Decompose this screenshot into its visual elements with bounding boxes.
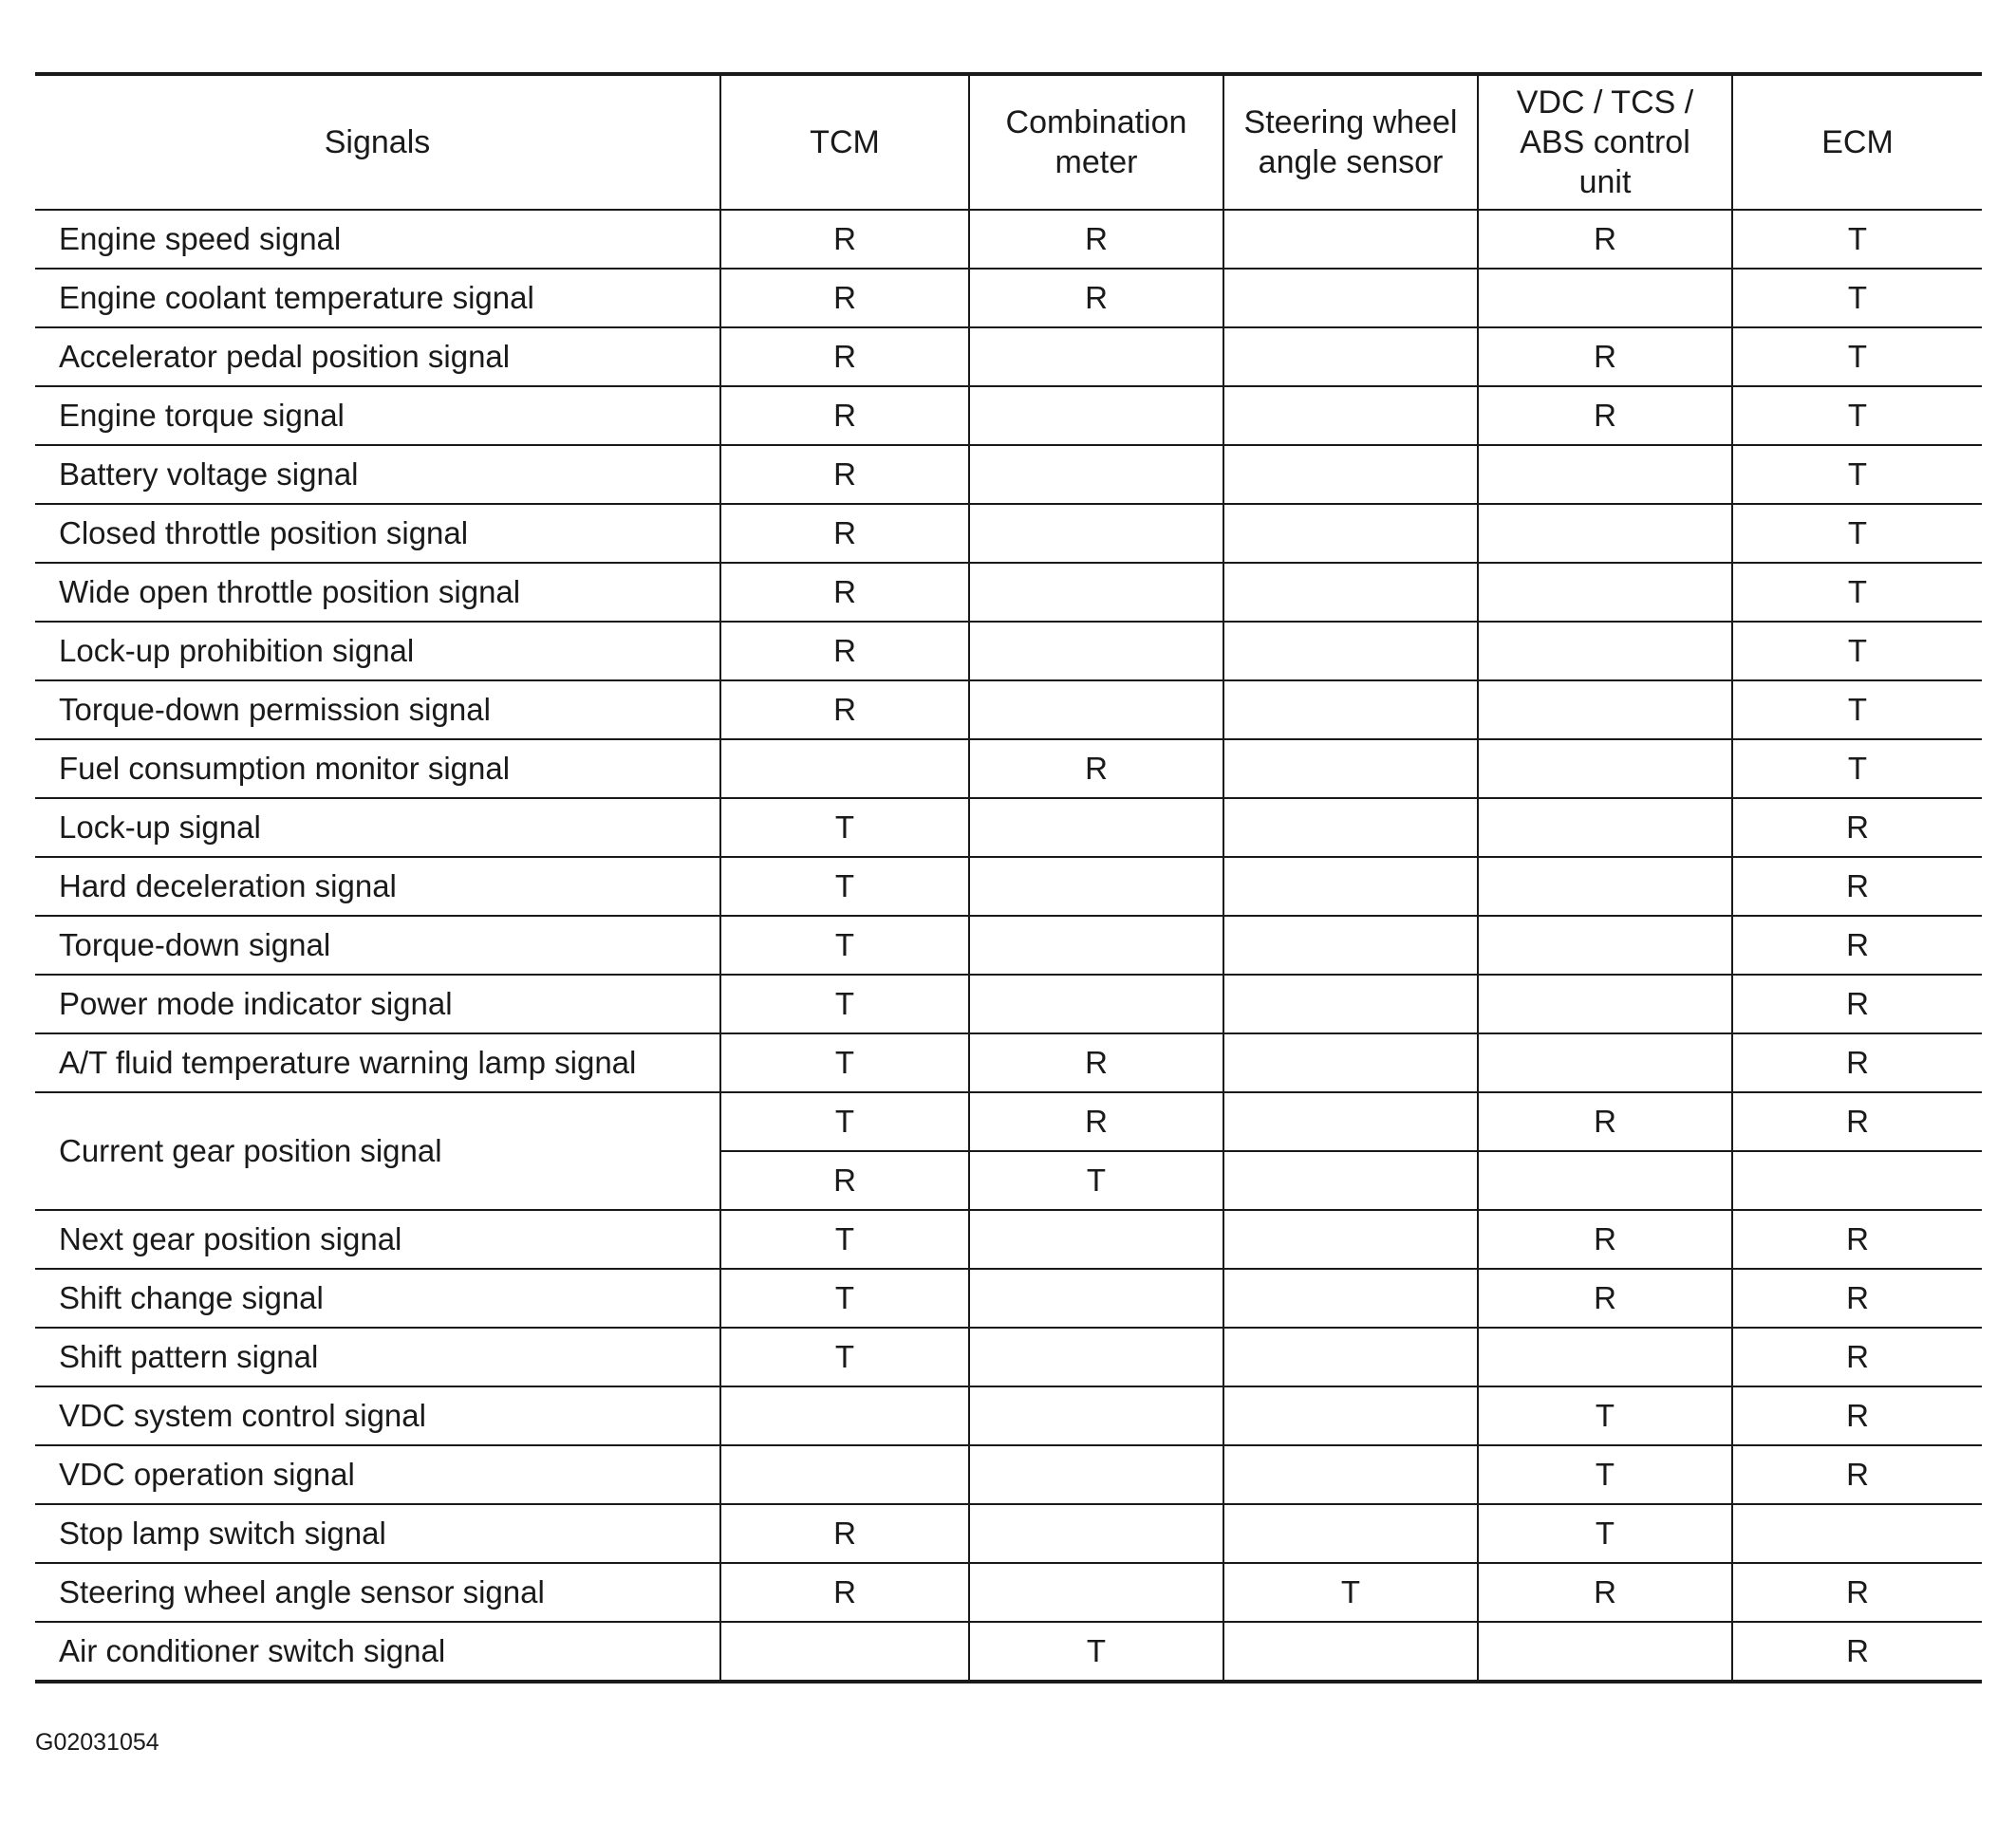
cell-ecm: T (1732, 622, 1982, 680)
cell-steering-wheel-angle-sensor (1223, 1328, 1478, 1386)
cell-tcm: R (720, 504, 969, 563)
cell-ecm: T (1732, 269, 1982, 327)
cell-combination-meter (969, 445, 1223, 504)
cell-vdc-tcs-abs-control-unit (1478, 798, 1732, 857)
cell-steering-wheel-angle-sensor (1223, 1151, 1478, 1210)
table-row (35, 386, 1982, 445)
cell-ecm: R (1732, 857, 1982, 916)
header-vdc-tcs-abs-control-unit: VDC / TCS / ABS control unit (1478, 74, 1732, 210)
cell-combination-meter (969, 622, 1223, 680)
cell-steering-wheel-angle-sensor (1223, 269, 1478, 327)
table-row (35, 1210, 1982, 1269)
cell-tcm: R (720, 386, 969, 445)
cell-tcm: R (720, 210, 969, 269)
table-row (35, 916, 1982, 975)
signal-name: Lock-up prohibition signal (35, 622, 720, 680)
cell-combination-meter (969, 680, 1223, 739)
cell-tcm: R (720, 269, 969, 327)
cell-combination-meter (969, 1445, 1223, 1504)
cell-combination-meter: T (969, 1622, 1223, 1682)
cell-tcm: R (720, 1563, 969, 1622)
cell-steering-wheel-angle-sensor (1223, 798, 1478, 857)
table-row (35, 504, 1982, 563)
table-row (35, 269, 1982, 327)
cell-steering-wheel-angle-sensor: T (1223, 1563, 1478, 1622)
signal-name: Torque-down permission signal (35, 680, 720, 739)
cell-combination-meter: R (969, 210, 1223, 269)
cell-combination-meter (969, 798, 1223, 857)
table-row (35, 563, 1982, 622)
cell-ecm: R (1732, 975, 1982, 1033)
table-row (35, 739, 1982, 798)
table-row (35, 857, 1982, 916)
table-row (35, 1563, 1982, 1622)
signal-name: Hard deceleration signal (35, 857, 720, 916)
header-tcm: TCM (720, 74, 969, 210)
cell-steering-wheel-angle-sensor (1223, 916, 1478, 975)
cell-ecm: T (1732, 445, 1982, 504)
cell-tcm: T (720, 975, 969, 1033)
cell-ecm: R (1732, 916, 1982, 975)
signal-name: Wide open throttle position signal (35, 563, 720, 622)
cell-vdc-tcs-abs-control-unit (1478, 916, 1732, 975)
cell-steering-wheel-angle-sensor (1223, 327, 1478, 386)
table-row (35, 210, 1982, 269)
cell-ecm: R (1732, 1210, 1982, 1269)
cell-ecm (1732, 1151, 1982, 1210)
table-row (35, 1622, 1982, 1682)
signal-name: Engine speed signal (35, 210, 720, 269)
signal-name: Shift change signal (35, 1269, 720, 1328)
cell-steering-wheel-angle-sensor (1223, 622, 1478, 680)
cell-tcm (720, 1445, 969, 1504)
cell-steering-wheel-angle-sensor (1223, 1622, 1478, 1682)
signal-name: Fuel consumption monitor signal (35, 739, 720, 798)
cell-steering-wheel-angle-sensor (1223, 680, 1478, 739)
table-row (35, 1445, 1982, 1504)
cell-ecm: T (1732, 680, 1982, 739)
cell-steering-wheel-angle-sensor (1223, 1504, 1478, 1563)
cell-tcm: R (720, 1151, 969, 1210)
cell-ecm: R (1732, 1328, 1982, 1386)
signals-table (35, 72, 1982, 1683)
cell-combination-meter (969, 504, 1223, 563)
cell-vdc-tcs-abs-control-unit (1478, 1328, 1732, 1386)
signal-name: Engine torque signal (35, 386, 720, 445)
cell-vdc-tcs-abs-control-unit: R (1478, 386, 1732, 445)
table-row (35, 1386, 1982, 1445)
table-row (35, 798, 1982, 857)
cell-vdc-tcs-abs-control-unit: R (1478, 1563, 1732, 1622)
cell-vdc-tcs-abs-control-unit: T (1478, 1504, 1732, 1563)
signal-name: Next gear position signal (35, 1210, 720, 1269)
cell-vdc-tcs-abs-control-unit (1478, 857, 1732, 916)
table-row (35, 1269, 1982, 1328)
cell-vdc-tcs-abs-control-unit (1478, 680, 1732, 739)
cell-steering-wheel-angle-sensor (1223, 1033, 1478, 1092)
cell-vdc-tcs-abs-control-unit (1478, 269, 1732, 327)
cell-combination-meter (969, 1563, 1223, 1622)
signal-name: VDC operation signal (35, 1445, 720, 1504)
cell-tcm: T (720, 1092, 969, 1151)
cell-vdc-tcs-abs-control-unit (1478, 1033, 1732, 1092)
cell-tcm: T (720, 1328, 969, 1386)
cell-combination-meter: R (969, 269, 1223, 327)
cell-ecm: T (1732, 327, 1982, 386)
signal-name: Lock-up signal (35, 798, 720, 857)
cell-vdc-tcs-abs-control-unit: R (1478, 1092, 1732, 1151)
table-row (35, 975, 1982, 1033)
cell-ecm: T (1732, 563, 1982, 622)
cell-ecm: R (1732, 1386, 1982, 1445)
cell-vdc-tcs-abs-control-unit (1478, 563, 1732, 622)
cell-tcm: T (720, 1269, 969, 1328)
cell-ecm: T (1732, 739, 1982, 798)
table-row (35, 327, 1982, 386)
cell-vdc-tcs-abs-control-unit: T (1478, 1386, 1732, 1445)
cell-tcm: T (720, 1033, 969, 1092)
cell-vdc-tcs-abs-control-unit (1478, 445, 1732, 504)
cell-vdc-tcs-abs-control-unit (1478, 975, 1732, 1033)
cell-steering-wheel-angle-sensor (1223, 1269, 1478, 1328)
cell-combination-meter (969, 1504, 1223, 1563)
cell-vdc-tcs-abs-control-unit: R (1478, 327, 1732, 386)
cell-tcm: T (720, 916, 969, 975)
cell-combination-meter (969, 386, 1223, 445)
cell-combination-meter: R (969, 1033, 1223, 1092)
signal-name: Battery voltage signal (35, 445, 720, 504)
cell-combination-meter (969, 916, 1223, 975)
cell-steering-wheel-angle-sensor (1223, 386, 1478, 445)
cell-tcm (720, 739, 969, 798)
table-row (35, 680, 1982, 739)
cell-combination-meter: T (969, 1151, 1223, 1210)
cell-ecm: R (1732, 1622, 1982, 1682)
cell-steering-wheel-angle-sensor (1223, 1386, 1478, 1445)
cell-ecm (1732, 1504, 1982, 1563)
cell-tcm: R (720, 327, 969, 386)
cell-steering-wheel-angle-sensor (1223, 857, 1478, 916)
cell-tcm: R (720, 622, 969, 680)
cell-tcm: R (720, 1504, 969, 1563)
cell-combination-meter (969, 1269, 1223, 1328)
cell-steering-wheel-angle-sensor (1223, 1210, 1478, 1269)
cell-tcm: T (720, 1210, 969, 1269)
cell-tcm: R (720, 680, 969, 739)
cell-ecm: R (1732, 1445, 1982, 1504)
cell-steering-wheel-angle-sensor (1223, 445, 1478, 504)
cell-ecm: R (1732, 798, 1982, 857)
cell-vdc-tcs-abs-control-unit (1478, 504, 1732, 563)
table-row (35, 1504, 1982, 1563)
cell-ecm: R (1732, 1092, 1982, 1151)
signal-name: A/T fluid temperature warning lamp signal (35, 1033, 720, 1092)
signal-name: Accelerator pedal position signal (35, 327, 720, 386)
cell-ecm: R (1732, 1269, 1982, 1328)
signal-name: Torque-down signal (35, 916, 720, 975)
table-row (35, 622, 1982, 680)
table-header-row (35, 74, 1982, 210)
cell-combination-meter: R (969, 1092, 1223, 1151)
cell-ecm: T (1732, 210, 1982, 269)
cell-combination-meter (969, 563, 1223, 622)
signal-name: Steering wheel angle sensor signal (35, 1563, 720, 1622)
signal-name: Air conditioner switch signal (35, 1622, 720, 1682)
signal-name: Engine coolant temperature signal (35, 269, 720, 327)
signal-name: Closed throttle position signal (35, 504, 720, 563)
cell-ecm: T (1732, 386, 1982, 445)
cell-tcm: R (720, 445, 969, 504)
cell-steering-wheel-angle-sensor (1223, 975, 1478, 1033)
cell-tcm (720, 1386, 969, 1445)
cell-steering-wheel-angle-sensor (1223, 210, 1478, 269)
header-combination-meter: Combination meter (969, 74, 1223, 210)
figure-id-label: G02031054 (35, 1729, 159, 1756)
signal-name: VDC system control signal (35, 1386, 720, 1445)
header-steering-wheel-angle-sensor: Steering wheel angle sensor (1223, 74, 1478, 210)
cell-combination-meter (969, 975, 1223, 1033)
cell-vdc-tcs-abs-control-unit: R (1478, 1210, 1732, 1269)
cell-tcm: R (720, 563, 969, 622)
cell-vdc-tcs-abs-control-unit (1478, 1151, 1732, 1210)
cell-vdc-tcs-abs-control-unit: T (1478, 1445, 1732, 1504)
cell-combination-meter: R (969, 739, 1223, 798)
table-row (35, 1092, 1982, 1151)
cell-combination-meter (969, 1210, 1223, 1269)
cell-steering-wheel-angle-sensor (1223, 1445, 1478, 1504)
table-row (35, 1328, 1982, 1386)
header-ecm: ECM (1732, 74, 1982, 210)
cell-tcm: T (720, 798, 969, 857)
signal-name: Stop lamp switch signal (35, 1504, 720, 1563)
cell-ecm: R (1732, 1033, 1982, 1092)
cell-steering-wheel-angle-sensor (1223, 504, 1478, 563)
cell-vdc-tcs-abs-control-unit: R (1478, 1269, 1732, 1328)
cell-vdc-tcs-abs-control-unit: R (1478, 210, 1732, 269)
cell-ecm: R (1732, 1563, 1982, 1622)
header-signals: Signals (35, 74, 720, 210)
cell-combination-meter (969, 1386, 1223, 1445)
signal-name: Current gear position signal (35, 1092, 720, 1210)
cell-vdc-tcs-abs-control-unit (1478, 1622, 1732, 1682)
cell-steering-wheel-angle-sensor (1223, 563, 1478, 622)
signal-name: Power mode indicator signal (35, 975, 720, 1033)
cell-combination-meter (969, 857, 1223, 916)
table-body (35, 210, 1982, 1682)
cell-steering-wheel-angle-sensor (1223, 1092, 1478, 1151)
signal-name: Shift pattern signal (35, 1328, 720, 1386)
cell-tcm: T (720, 857, 969, 916)
table-row (35, 445, 1982, 504)
cell-combination-meter (969, 1328, 1223, 1386)
cell-ecm: T (1732, 504, 1982, 563)
cell-vdc-tcs-abs-control-unit (1478, 739, 1732, 798)
cell-steering-wheel-angle-sensor (1223, 739, 1478, 798)
cell-combination-meter (969, 327, 1223, 386)
cell-tcm (720, 1622, 969, 1682)
cell-vdc-tcs-abs-control-unit (1478, 622, 1732, 680)
table-row (35, 1033, 1982, 1092)
